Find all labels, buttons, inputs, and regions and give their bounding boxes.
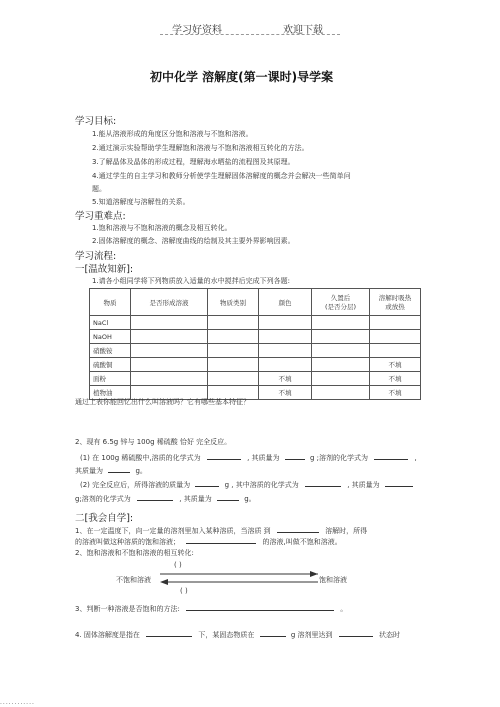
q2-intro: 2、现有 6.5g 锌与 100g 稀硫酸 恰好 完全反应。 <box>75 438 232 446</box>
table-cell: 不填 <box>259 386 312 400</box>
q2-l1b: , 其质量为 <box>247 454 280 462</box>
blank-field[interactable] <box>385 478 413 487</box>
table-cell[interactable] <box>259 344 312 358</box>
part2-q1-line2 <box>75 535 342 547</box>
header-right: 欢迎下载 <box>283 25 323 36</box>
table-cell[interactable] <box>208 358 259 372</box>
q2-line4 <box>75 492 256 504</box>
table-header-row <box>90 289 421 316</box>
table-header-cell: 是否形成溶液 <box>131 289 208 316</box>
keypoint-item: 2.固体溶解度的概念、溶解度曲线的绘制及其主要外界影响因素。 <box>92 237 295 245</box>
table-question: 通过上表你能回忆出什么叫溶液吗？它有哪些基本特征？ <box>75 398 250 406</box>
table-cell: 硝酸铵 <box>90 344 131 358</box>
table-cell[interactable] <box>208 316 259 330</box>
table-cell: 硫酸铜 <box>90 358 131 372</box>
q2-l3c: , 其质量为 <box>347 481 380 489</box>
part2-q3 <box>75 602 347 614</box>
table-cell[interactable] <box>370 344 421 358</box>
blank-field[interactable] <box>217 492 239 501</box>
blank-field[interactable] <box>277 524 319 533</box>
q2-l2a: 其质量为 <box>75 467 103 475</box>
goal-item: 题。 <box>92 185 106 193</box>
table-header-cell: 溶解时吸热 或放热 <box>370 289 421 316</box>
goal-item: 1.能从溶液形成的角度区分饱和溶液与不饱和溶液。 <box>92 130 253 138</box>
table-cell[interactable] <box>208 344 259 358</box>
blank-field[interactable] <box>146 628 192 637</box>
part2-q4c: g 溶剂里达到 <box>290 631 333 639</box>
q2-l3a: (2) 完全反应后，所得溶液的质量为 <box>80 481 191 489</box>
keypoint-item: 1.饱和溶液与不饱和溶液的概念及相互转化。 <box>92 224 232 232</box>
table-cell[interactable] <box>259 358 312 372</box>
table-cell: 不填 <box>259 372 312 386</box>
q2-line2 <box>75 464 147 476</box>
blank-field[interactable] <box>260 628 286 637</box>
blank-field[interactable] <box>285 451 305 460</box>
table-row <box>90 316 421 330</box>
part2-q1b: 溶解时，所得 <box>325 527 368 535</box>
goal-item: 4.通过学生的自主学习和教师分析使学生理解固体溶解度的概念并会解决一些简单问 <box>92 172 351 180</box>
table-cell[interactable] <box>208 372 259 386</box>
blank-field[interactable] <box>137 492 173 501</box>
table-header-cell: 物质 <box>90 289 131 316</box>
table-cell: 植物油 <box>90 386 131 400</box>
blank-field[interactable] <box>186 602 334 611</box>
forward-arrow-head <box>310 571 318 577</box>
table-cell: 不填 <box>370 372 421 386</box>
saturated-label: 饱和溶液 <box>319 576 347 584</box>
upper-condition: ( ) <box>174 561 182 569</box>
table-header-cell: 颜色 <box>259 289 312 316</box>
experiment-table <box>89 288 421 400</box>
part2-q4 <box>75 628 400 640</box>
bottom-dots: ............ <box>0 699 35 706</box>
table-row <box>90 372 421 386</box>
part2-heading: 二[我会自学]: <box>75 513 134 524</box>
table-cell[interactable] <box>131 316 208 330</box>
blank-field[interactable] <box>207 451 241 460</box>
header-divider <box>160 34 340 35</box>
blank-field[interactable] <box>108 464 130 473</box>
goals-heading: 学习目标: <box>75 116 117 127</box>
part2-q4b: 下，某固态物质在 <box>198 631 255 639</box>
blank-field[interactable] <box>339 628 373 637</box>
table-cell[interactable] <box>208 330 259 344</box>
q2-l4c: g。 <box>244 495 256 503</box>
goal-item: 3.了解晶体及晶体的形成过程，理解海水晒盐的流程图及其原理。 <box>92 158 295 166</box>
table-cell: NaCl <box>90 316 131 330</box>
header-left: 学习好资料 <box>172 25 222 36</box>
table-cell[interactable] <box>312 372 370 386</box>
q2-l3b: g , 其中溶质的化学式为 <box>224 481 299 489</box>
table-cell: NaOH <box>90 330 131 344</box>
table-cell[interactable] <box>259 330 312 344</box>
blank-field[interactable] <box>195 478 219 487</box>
table-cell[interactable] <box>131 372 208 386</box>
table-cell: 不填 <box>370 386 421 400</box>
conversion-arrows <box>158 570 322 586</box>
table-cell[interactable] <box>259 316 312 330</box>
q2-l2b: g。 <box>135 467 147 475</box>
part2-q3-text: 3、判断一种溶液是否饱和的方法: <box>75 605 180 613</box>
q2-l1d: , <box>414 454 417 462</box>
table-row <box>90 344 421 358</box>
keypoints-heading: 学习重难点: <box>75 211 126 222</box>
page-title: 初中化学 溶解度(第一课时)导学案 <box>150 70 334 84</box>
q2-l4b: , 其质量为 <box>179 495 212 503</box>
goal-item: 5.知道溶解度与溶解性的关系。 <box>92 198 190 206</box>
blank-field[interactable] <box>305 478 341 487</box>
q2-l1a: (1) 在 100g 稀硫酸中,溶质的化学式为 <box>80 454 201 462</box>
table-header-cell: 物质类别 <box>208 289 259 316</box>
table-cell[interactable] <box>312 358 370 372</box>
part2-q2: 2、饱和溶液和不饱和溶液的相互转化: <box>75 549 194 557</box>
part2-q1a: 1、在一定温度下，向一定量的溶剂里加入某种溶质，当溶质 到 <box>75 527 271 535</box>
table-cell[interactable] <box>370 330 421 344</box>
table-cell[interactable] <box>312 344 370 358</box>
table-cell[interactable] <box>312 316 370 330</box>
part1-heading: 一[温故知新]: <box>75 264 134 275</box>
table-cell[interactable] <box>312 386 370 400</box>
part2-q4a: 4. 固体溶解度是指在 <box>75 631 140 639</box>
part2-q3-end: 。 <box>340 605 348 613</box>
goal-item: 2.通过演示实验帮助学生理解饱和溶液与不饱和溶液相互转化的方法。 <box>92 144 309 152</box>
q2-line1 <box>80 451 417 463</box>
table-header-cell: 久置后 (是否分层) <box>312 289 370 316</box>
part2-q1d: 的溶液,叫做不饱和溶液。 <box>262 538 342 546</box>
table-cell[interactable] <box>370 316 421 330</box>
table-cell[interactable] <box>131 358 208 372</box>
unsaturated-label: 不饱和溶液 <box>116 576 151 584</box>
part2-q4d: 状态时 <box>378 631 400 639</box>
table-row <box>90 330 421 344</box>
blank-field[interactable] <box>186 535 256 544</box>
table-cell[interactable] <box>312 330 370 344</box>
q2-l4a: g;溶剂的化学式为 <box>75 495 131 503</box>
part2-q1c: 的溶液叫做这种溶质的饱和溶液； <box>75 538 180 546</box>
backward-arrow-head <box>160 579 168 585</box>
q2-line3 <box>80 478 416 490</box>
table-cell[interactable] <box>131 330 208 344</box>
q2-l1c: g ;溶剂的化学式为 <box>310 454 369 462</box>
blank-field[interactable] <box>374 451 408 460</box>
lower-condition: ( ) <box>180 587 188 595</box>
table-cell[interactable] <box>131 344 208 358</box>
process-heading: 学习流程: <box>75 251 117 262</box>
table-cell: 面粉 <box>90 372 131 386</box>
table-row <box>90 358 421 372</box>
question-1: 1.请各小组同学将下列物质放入适量的水中搅拌后完成下列各题: <box>92 277 291 285</box>
table-cell: 不填 <box>370 358 421 372</box>
